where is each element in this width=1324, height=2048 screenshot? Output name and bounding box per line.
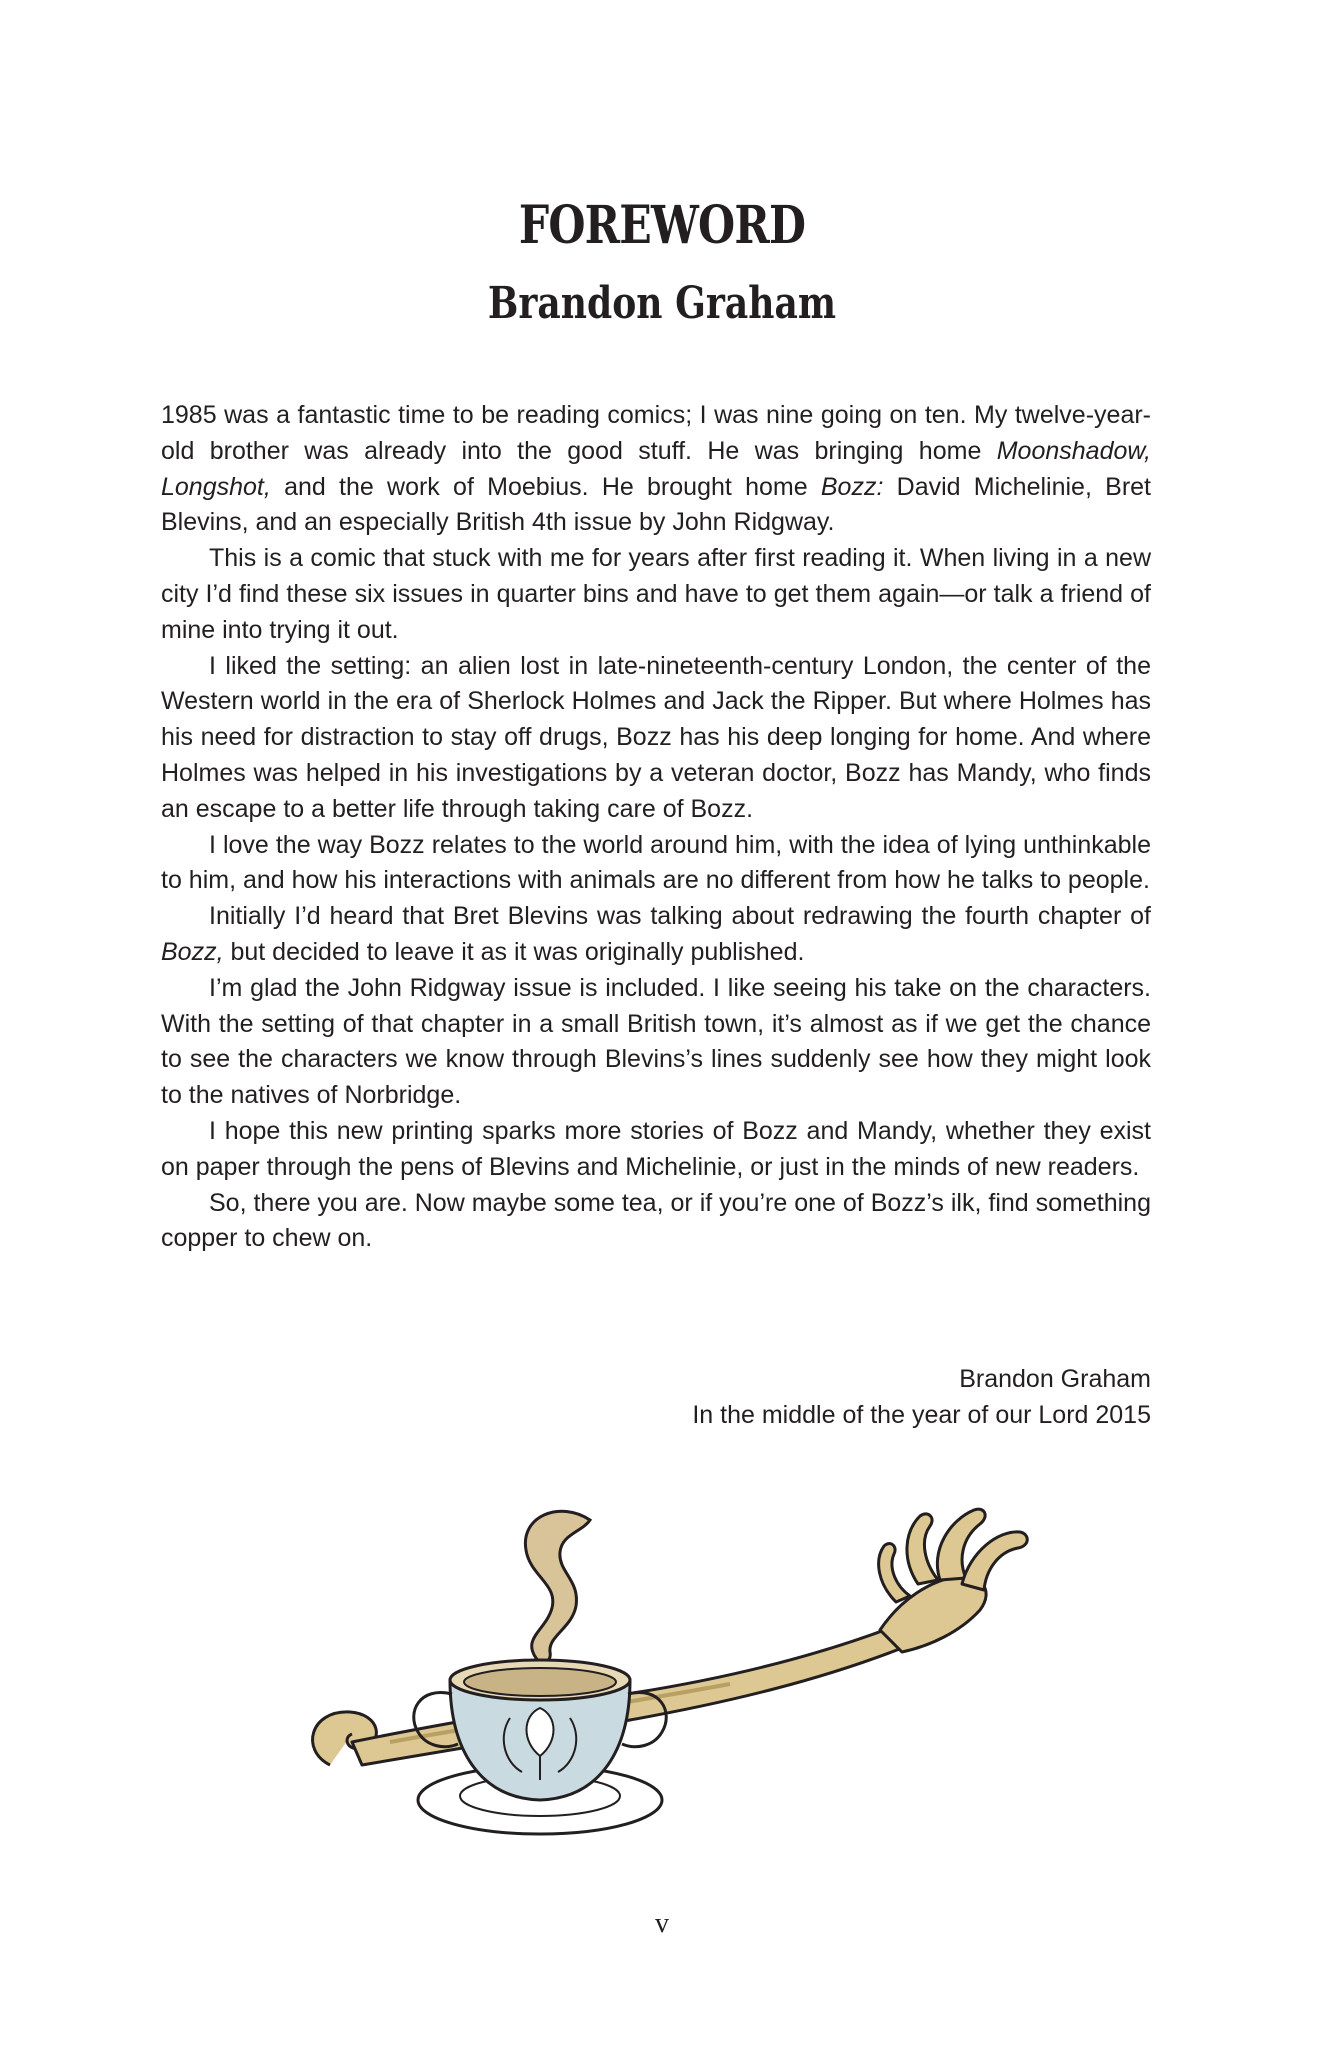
paragraph-1: 1985 was a fantastic time to be reading comics; I was nine going on ten. My twelve-year-old brother was already into the good stuff. He was bringing home Moonshadow, Longshot, and the work of Moebius. He brought home Bozz: David Michelinie, Bret Blevins, and an especially British 4th issue by John Ridgway. xyxy=(161,401,1151,537)
page-title: FOREWORD xyxy=(518,195,806,256)
paragraph-2: This is a comic that stuck with me for years after first reading it. When living in a new city I’d find these six issues in quarter bins and have to get them again—or talk a friend of mine into trying it out. xyxy=(161,544,1151,644)
foreword-body xyxy=(161,398,1151,1257)
paragraph-7: I hope this new printing sparks more stories of Bozz and Mandy, whether they exist on paper through the pens of Blevins and Michelinie, or just in the minds of new readers. xyxy=(161,1116,1151,1181)
signature-date: In the middle of the year of our Lord 2015 xyxy=(692,1400,1151,1429)
paragraph-3: I liked the setting: an alien lost in late-nineteenth-century London, the center of the Western world in the era of Sherlock Holmes and Jack the Ripper. But where Holmes has his need for distraction to stay off drugs, Bozz has his deep longing for home. And where Holmes was helped in his investigations by a veteran doctor, Bozz has Mandy, who finds an escape to a better life through taking care of Bozz. xyxy=(161,651,1151,823)
paragraph-6: I’m glad the John Ridgway issue is included. I like seeing his take on the characters. With the setting of that chapter in a small British town, it’s almost as if we get the chance to see the characters we know through Blevins’s lines suddenly see how they might look to the natives of Norbridge. xyxy=(161,973,1151,1110)
page-number: v xyxy=(655,1908,669,1939)
paragraph-4: I love the way Bozz relates to the world around him, with the idea of lying unthinkable to him, and how his interactions with animals are no different from how he talks to people. xyxy=(161,830,1151,895)
signature-block xyxy=(161,1362,1151,1434)
paragraph-8: So, there you are. Now maybe some tea, or if you’re one of Bozz’s ilk, find something copper to chew on. xyxy=(161,1188,1151,1253)
signature-name: Brandon Graham xyxy=(959,1365,1151,1393)
page-author: Brandon Graham xyxy=(487,278,837,329)
teacup-arm-illustration xyxy=(290,1480,1050,1890)
paragraph-5: Initially I’d heard that Bret Blevins was talking about redrawing the fourth chapter of Bozz, but decided to leave it as it was originally published. xyxy=(161,902,1151,966)
steam-shape xyxy=(525,1511,590,1662)
arm-drawing xyxy=(313,1509,1028,1765)
